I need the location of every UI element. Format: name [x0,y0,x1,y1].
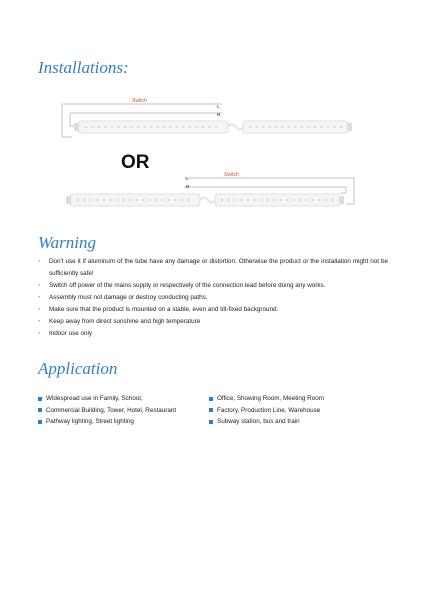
tube-end-cap [339,196,344,204]
led-dot [129,199,131,201]
led-dot [98,126,100,128]
led-dot [340,126,342,128]
warning-list [38,256,388,340]
led-dot [327,126,329,128]
led-dot [332,199,334,201]
wire-n [184,187,346,193]
bullet-icon: • [38,307,41,313]
led-dot [84,199,86,201]
led-dot [103,199,105,201]
l-label: L [217,104,220,109]
led-dot [163,126,165,128]
led-dot [149,199,151,201]
list-item-text: Widespread use in Family, School, [46,395,143,402]
led-dot [155,199,157,201]
list-item-text: Office, Showing Room, Meeting Room [217,395,324,402]
list-item [38,405,176,417]
led-dot [170,126,172,128]
bullet-icon: • [38,331,41,337]
list-item [38,328,388,340]
n-label: N [186,184,190,189]
switch-label: Switch [224,172,239,178]
tube-left [70,194,200,206]
list-item-text: Indoor use only [49,330,93,337]
n-label: N [217,112,221,117]
led-dot [188,199,190,201]
led-dot [111,126,113,128]
list-item [38,280,388,292]
led-dot [144,126,146,128]
led-dot [157,126,159,128]
warning-heading: Warning [38,233,96,252]
led-dot [282,126,284,128]
led-dot [181,199,183,201]
led-dot [183,126,185,128]
led-dot [286,199,288,201]
led-dot [256,126,258,128]
application-list-left [38,393,176,428]
bullet-icon: • [38,259,41,265]
switch-label: Switch [132,98,147,104]
led-dot [221,199,223,201]
list-item [209,416,324,428]
led-dot [176,126,178,128]
led-dot [319,199,321,201]
square-bullet-icon [209,397,213,401]
tube-connector [228,124,243,129]
wiring-diagram-top [62,98,352,137]
list-item [38,393,176,405]
list-item-text: Keep away from direct sunshine and high temperature [49,318,201,325]
bullet-icon: • [38,295,41,301]
led-dot [123,199,125,201]
led-dot [273,199,275,201]
led-dot [288,126,290,128]
list-item-text: Subway station, bus and train [217,418,300,425]
led-dot [293,199,295,201]
list-item-text: Switch off power of the mains supply or respectively of the connection lead before doing any works. [49,282,326,289]
led-dot [116,199,118,201]
led-dot [269,126,271,128]
tube-end-cap [66,196,71,204]
led-dot [301,126,303,128]
list-item-text: Assembly must not damage or destroy conducting paths. [49,294,208,301]
led-dot [299,199,301,201]
led-dot [334,126,336,128]
led-dot [295,126,297,128]
list-item [38,304,388,316]
led-dot [175,199,177,201]
led-dot [267,199,269,201]
led-dot [314,126,316,128]
square-bullet-icon [38,397,42,401]
list-item [209,405,324,417]
led-dot [105,126,107,128]
or-separator: OR [121,152,150,173]
led-dot [325,199,327,201]
tube-end-cap [347,123,352,131]
led-dot [234,199,236,201]
list-item-text: Make sure that the product is mounted on a stable, even and tilt-fixed background. [49,306,279,313]
led-dot [312,199,314,201]
led-dot [280,199,282,201]
installations-heading: Installations: [38,58,129,77]
list-item [38,316,388,328]
led-dot [92,126,94,128]
led-dot [308,126,310,128]
list-item-text: Pathway lighting, Street lighting [46,418,134,425]
bullet-icon: • [38,319,41,325]
wiring-diagram-bottom [66,172,354,206]
list-item-text: Factory, Production Line, Warehouse [217,406,321,414]
led-dot [124,126,126,128]
led-dot [215,126,217,128]
led-dot [260,199,262,201]
led-dot [275,126,277,128]
led-dot [110,199,112,201]
square-bullet-icon [38,408,42,412]
led-dot [90,199,92,201]
led-dot [241,199,243,201]
tube-end-cap [74,123,79,131]
led-dot [249,126,251,128]
l-label: L [186,176,189,181]
application-heading: Application [38,359,118,378]
led-dot [150,126,152,128]
bullet-icon: • [38,283,41,289]
led-dot [118,126,120,128]
led-dot [228,199,230,201]
led-dot [306,199,308,201]
led-dot [162,199,164,201]
led-dot [97,199,99,201]
led-dot [247,199,249,201]
tube-right [215,194,340,206]
list-item-text: Commercial Building, Tower, Hotel, Restaurant [46,406,177,414]
list-item [38,292,388,304]
led-dot [254,199,256,201]
list-item-text: Don't use it if aluminum of the tube have any damage or distortion. Otherwise the product or the installation might not be sufficiently safe! [49,258,388,277]
square-bullet-icon [209,408,213,412]
led-dot [196,126,198,128]
application-list-right [209,393,324,428]
tube-connector [200,197,215,202]
square-bullet-icon [38,420,42,424]
led-dot [137,126,139,128]
square-bullet-icon [209,420,213,424]
led-dot [321,126,323,128]
led-dot [142,199,144,201]
list-item [38,256,388,280]
led-dot [77,199,79,201]
led-dot [262,126,264,128]
led-dot [168,199,170,201]
led-dot [136,199,138,201]
led-dot [209,126,211,128]
tube-left [78,121,228,133]
led-dot [85,126,87,128]
wiring-diagram [0,0,424,230]
led-dot [189,126,191,128]
list-item [209,393,324,405]
list-item [38,416,176,428]
led-dot [131,126,133,128]
led-dot [202,126,204,128]
